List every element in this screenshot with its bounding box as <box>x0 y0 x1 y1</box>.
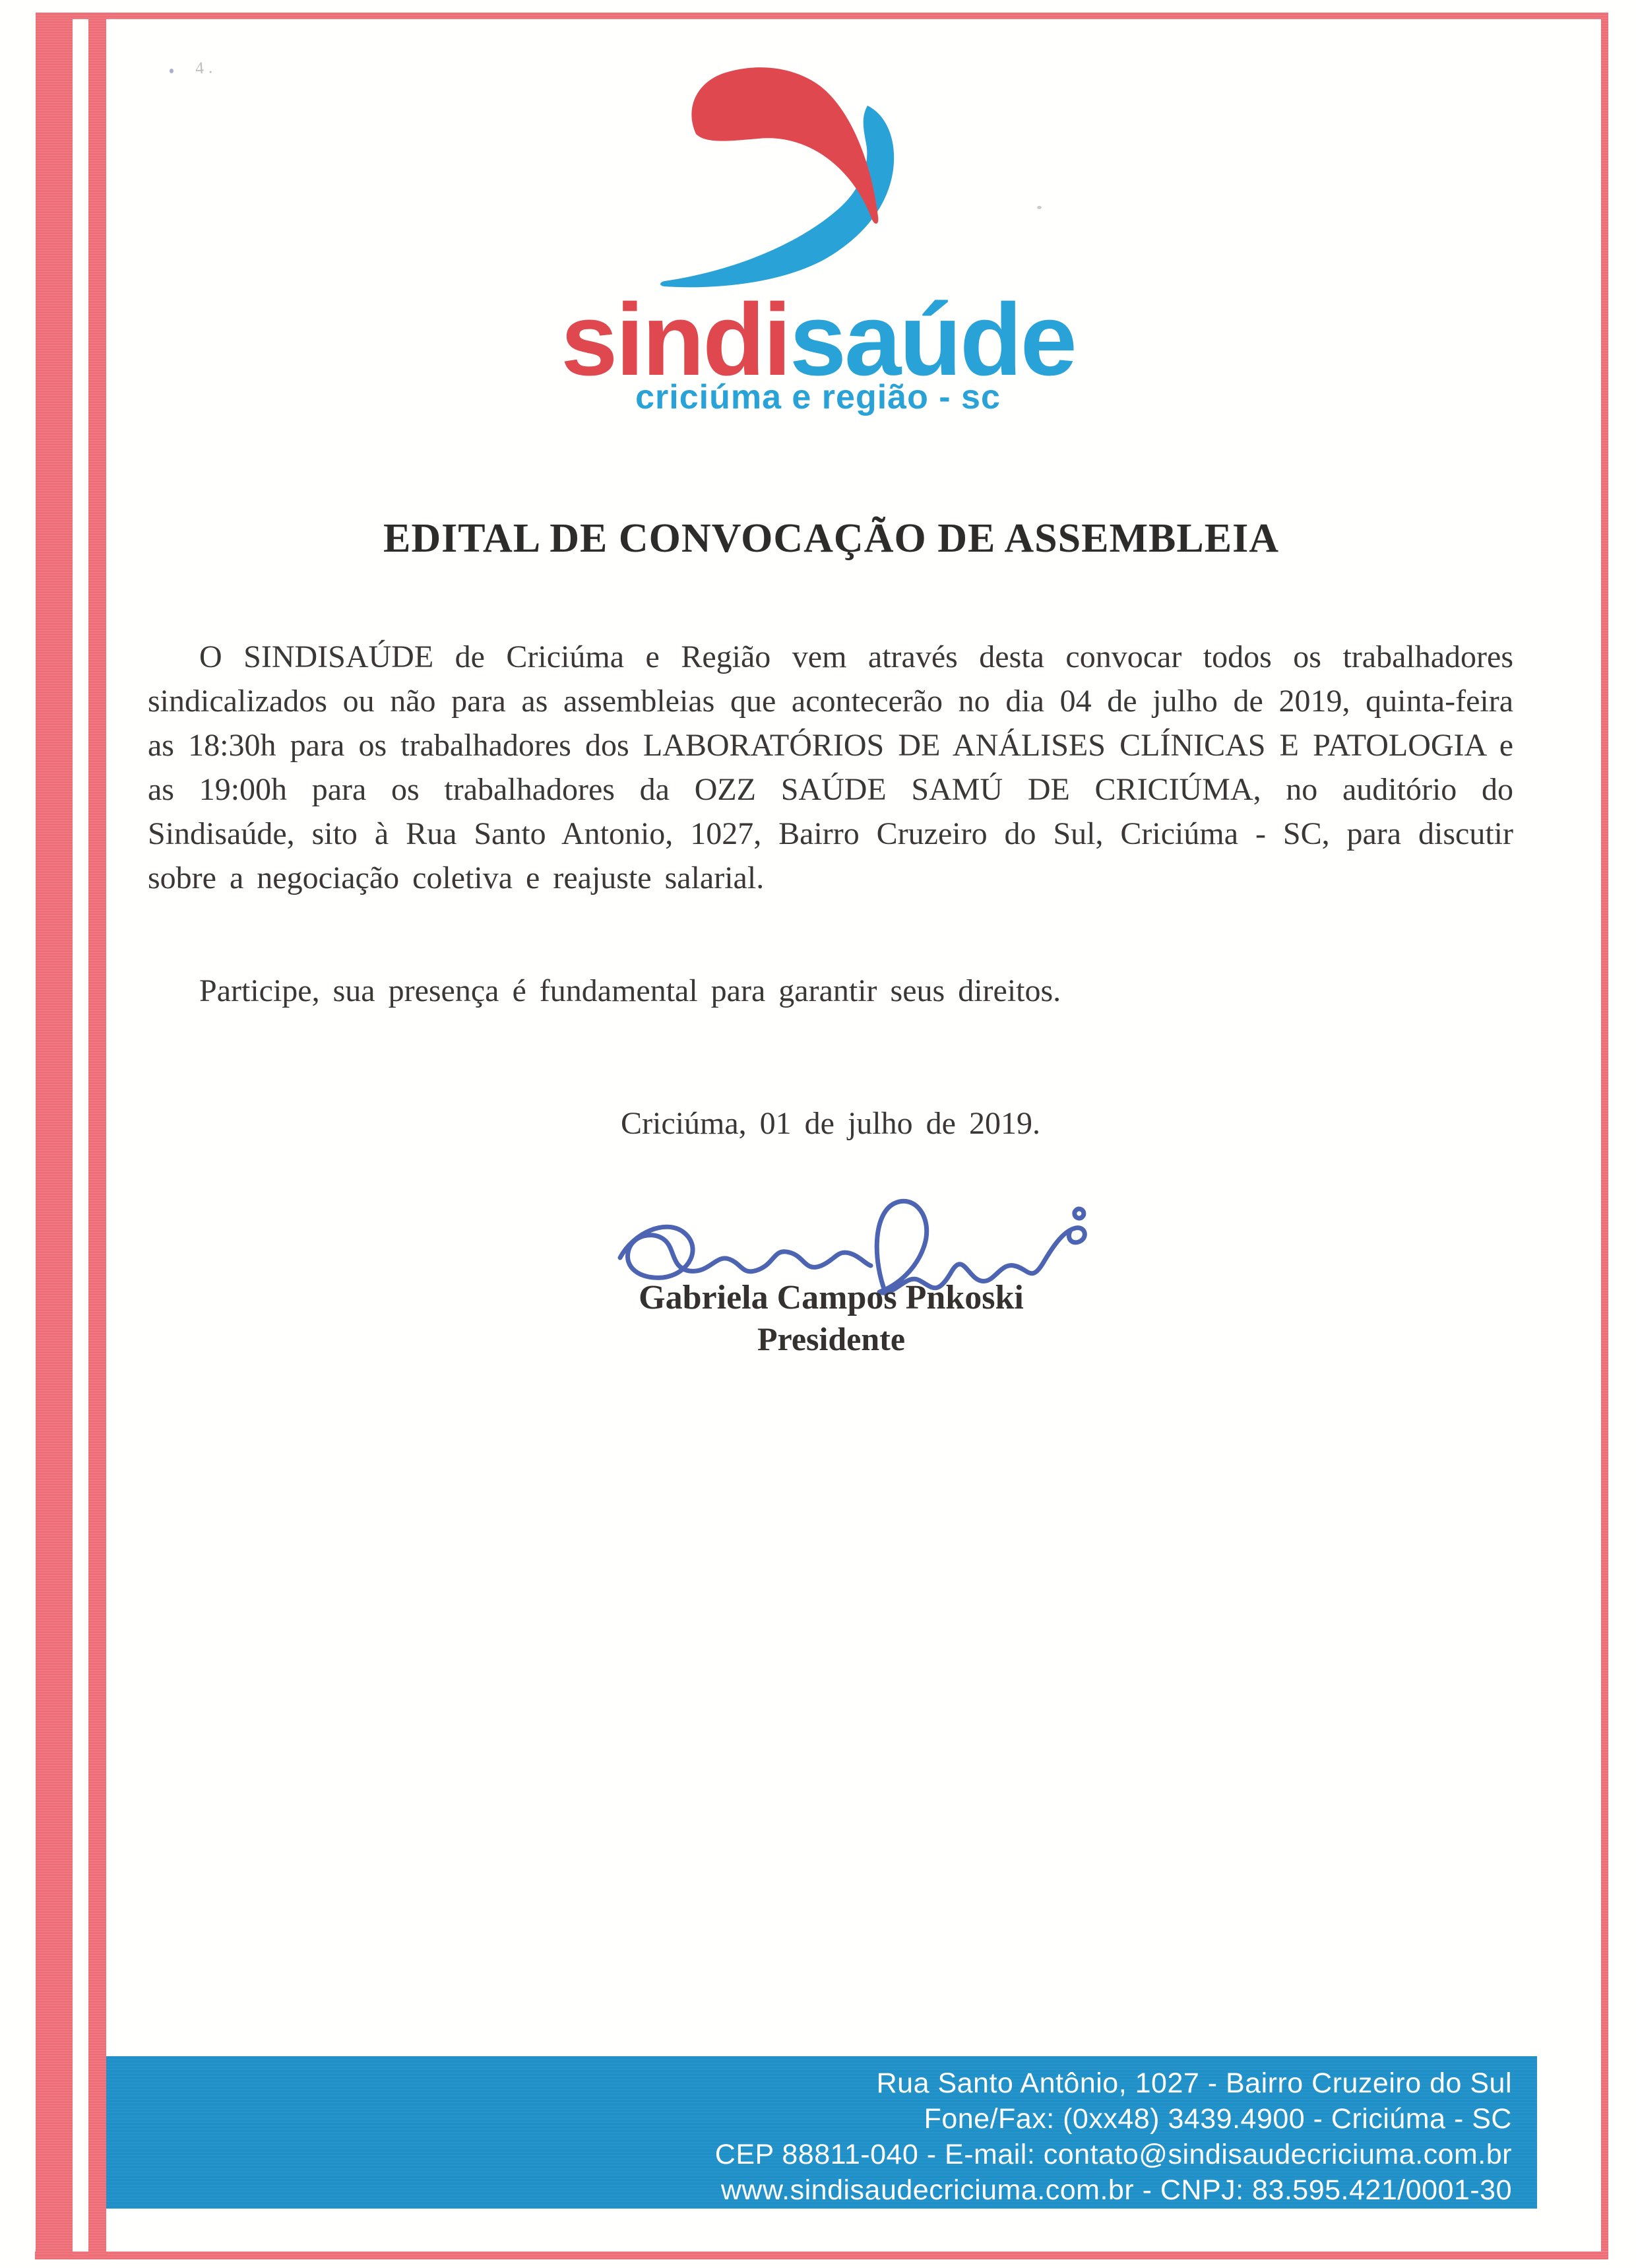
document-title: EDITAL DE CONVOCAÇÃO DE ASSEMBLEIA <box>383 516 1279 561</box>
logo-wordmark-sindi: sindi <box>561 282 790 397</box>
document-body <box>148 635 1513 1146</box>
signature-block <box>148 1278 1514 1359</box>
sindisaude-s-swoosh-icon <box>650 58 900 289</box>
footer-contact-text <box>715 2065 1512 2208</box>
footer-email-line: CEP 88811-040 - E-mail: contato@sindisaudecriciuma.com.br <box>714 2139 1512 2170</box>
pencil-scan-mark: 4 . <box>194 57 213 78</box>
border-bottom-line <box>35 2252 1608 2259</box>
ink-speck <box>170 69 173 73</box>
body-paragraph-1: O SINDISAÚDE de Criciúma e Região vem através desta convocar todos os trabalhadores sindicalizados ou não para as assembleias que acontecerão no dia 04 de julho de 2019, quinta-feira as 18:30h para os trabalhadores dos LABORATÓRIOS DE ANÁLISES CLÍNICAS E PATOLOGIA e as 19:00h para os trabalhadores da OZZ SAÚDE SAMÚ DE CRICIÚMA, no auditório do Sindisaúde, sito à Rua Santo Antonio, 1027, Bairro Cruzeiro do Sul, Criciúma - SC, para discutir sobre a negociação coletiva e reajuste salarial. <box>148 639 1513 895</box>
scan-speck <box>1037 206 1042 209</box>
body-paragraph-2: Participe, sua presença é fundamental para garantir seus direitos. <box>199 973 1061 1008</box>
footer-website-cnpj-line: www.sindisaudecriciuma.com.br - CNPJ: 83.595.421/0001-30 <box>720 2174 1512 2206</box>
footer-phone-line: Fone/Fax: (0xx48) 3439.4900 - Criciúma - SC <box>924 2103 1512 2135</box>
logo-subtitle: criciúma e região - sc <box>635 378 1001 416</box>
border-top-line <box>37 13 1608 19</box>
footer-contact-band <box>106 2056 1537 2209</box>
signature-role: Presidente <box>757 1320 906 1357</box>
signature-name: Gabriela Campos Pnkoski <box>639 1279 1024 1316</box>
logo-wordmark-saude: saúde <box>789 282 1075 397</box>
footer-address-line: Rua Santo Antônio, 1027 - Bairro Cruzeiro do Sul <box>876 2067 1512 2099</box>
dateline: Criciúma, 01 de julho de 2019. <box>621 1106 1040 1141</box>
